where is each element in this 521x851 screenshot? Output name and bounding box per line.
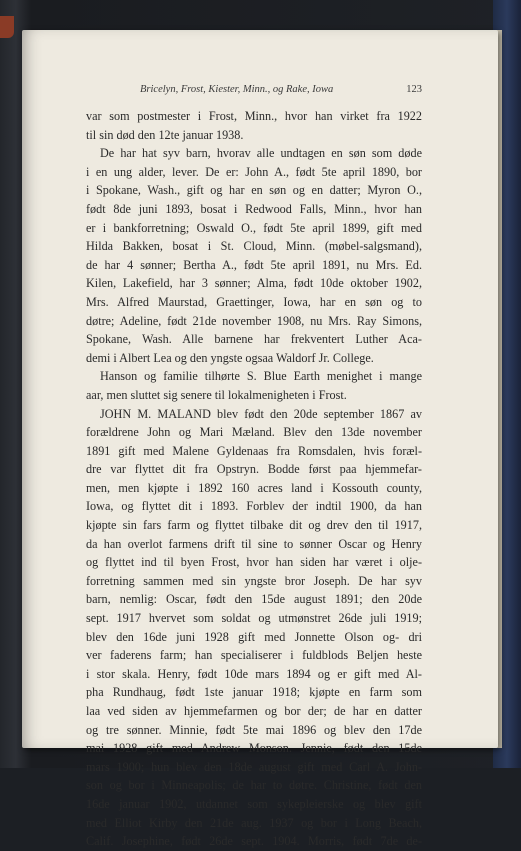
text-line: Spokane, Wash. Alle barnene har frekventert Luther Aca- xyxy=(86,332,422,347)
page-number: 123 xyxy=(406,84,422,95)
text-line: i Spokane, Wash., gift og har en søn og en datter; Myron O., xyxy=(86,183,422,198)
page-header xyxy=(62,84,422,102)
text-line: barn, nemlig: Oscar, født den 15de august 1891; den 20de xyxy=(86,592,422,607)
text-line: i stor skala. Henry, født 10de mars 1894 og er gift med Al- xyxy=(86,666,422,681)
text-line: og tre sønner. Minnie, født 5te mai 1896 og blev den 17de xyxy=(86,722,422,737)
text-line: laa ved siden av hjemmefarmen og bor der; de har en datter xyxy=(86,704,422,718)
text-line: sept. 1917 hvervet som soldat og utmønstret 26de juli 1919; xyxy=(86,611,422,626)
text-line: de har 4 sønner; Bertha A., født 5te april 1891, nu Mrs. Ed. xyxy=(86,257,422,272)
text-line: ver faderens farm; han specialiserer i fuldblods Beljen heste xyxy=(86,648,422,663)
text-line: blev den 16de juni 1928 gift med Jonnette Olson og- dri xyxy=(86,629,422,644)
text-line: pha Rundhaug, født 1ste januar 1918; kjøpte en farm som xyxy=(86,685,422,700)
text-line: da han overlot farmens drift til sine to sønner Oscar og Henry xyxy=(86,536,422,551)
text-line: mars 1900; hun blev den 18de august gift med Carl A. John- xyxy=(86,759,422,774)
text-line: Calif. Josephine, født 26de sept. 1904. Morris, født 7de de- xyxy=(86,834,422,849)
text-line: 16de januar 1902, utdannet som sykepleierske og blev gift xyxy=(86,796,422,811)
text-line: mai 1928 gift med Andrew Monson. Jennie, født den 15de xyxy=(86,741,422,756)
text-line: demi i Albert Lea og den yngste ogsaa Waldorf Jr. College. xyxy=(86,350,374,365)
text-line: dre var flyttet dit fra Opstryn. Bodde først paa hjemmefar- xyxy=(86,462,422,477)
text-line: aar, men sluttet sig senere til lokalmenigheten i Frost. xyxy=(86,387,347,402)
text-line: var som postmester i Frost, Minn., hvor han virket fra 1922 xyxy=(86,109,422,123)
text-line: kjøpte sin fars farm og flyttet tilbake dit og drev den til 1917, xyxy=(86,518,422,533)
text-line: til sin død den 12te januar 1938. xyxy=(86,127,244,142)
text-line: er i bankforretning; Oswald O., født 5te april 1899, gift med xyxy=(86,220,422,235)
text-line: i en ung alder, lever. De er: John A., født 5te april 1890, bor xyxy=(86,164,422,179)
text-line: Iowa, og flyttet dit i 1893. Forblev der indtil 1900, da han xyxy=(86,499,422,514)
text-line: og flyttet ind til byen Frost, hvor han siden har været i olje- xyxy=(86,555,422,570)
running-head: Bricelyn, Frost, Kiester, Minn., og Rake, Iowa xyxy=(140,84,334,95)
text-line: De har hat syv barn, hvorav alle undtagen en søn som døde xyxy=(100,146,422,161)
text-line: forældrene John og Mari Mæland. Blev den 13de november xyxy=(86,425,422,440)
text-line: son og bor i Minneapolis; de har to døtre. Christine, født den xyxy=(86,778,422,793)
text-line: forretning sammen med sin yngste bror Joseph. De har syv xyxy=(86,573,422,588)
text-line: Hilda Bakken, bosat i St. Cloud, Minn. (møbel-salgsmand), xyxy=(86,239,422,254)
body-text xyxy=(86,107,422,851)
text-line: 1891 gift med Malene Gyldenaas fra Romsdalen, hvis foræl- xyxy=(86,443,422,458)
text-line: Hanson og familie tilhørte S. Blue Earth menighet i mange xyxy=(100,369,422,384)
text-line: døtre; Adeline, født 21de november 1908, nu Mrs. Ray Simons, xyxy=(86,313,422,328)
text-line: men, men kjøpte i 1892 160 acres land i Kossouth county, xyxy=(86,480,422,495)
text-line: Mrs. Alfred Maurstad, Graettinger, Iowa, har en søn og to xyxy=(86,294,422,309)
cover-corner-mark xyxy=(0,16,14,38)
text-line: JOHN M. MALAND blev født den 20de september 1867 av xyxy=(100,406,422,421)
text-line: med Elliot Kirby den 21de aug. 1937 og bor i Long Beach, xyxy=(86,815,422,830)
text-line: født 8de juni 1893, bosat i Redwood Falls, Minn., hvor han xyxy=(86,201,422,216)
text-line: Kilen, Lakefield, har 3 sønner; Alma, født 10de oktober 1902, xyxy=(86,276,422,291)
